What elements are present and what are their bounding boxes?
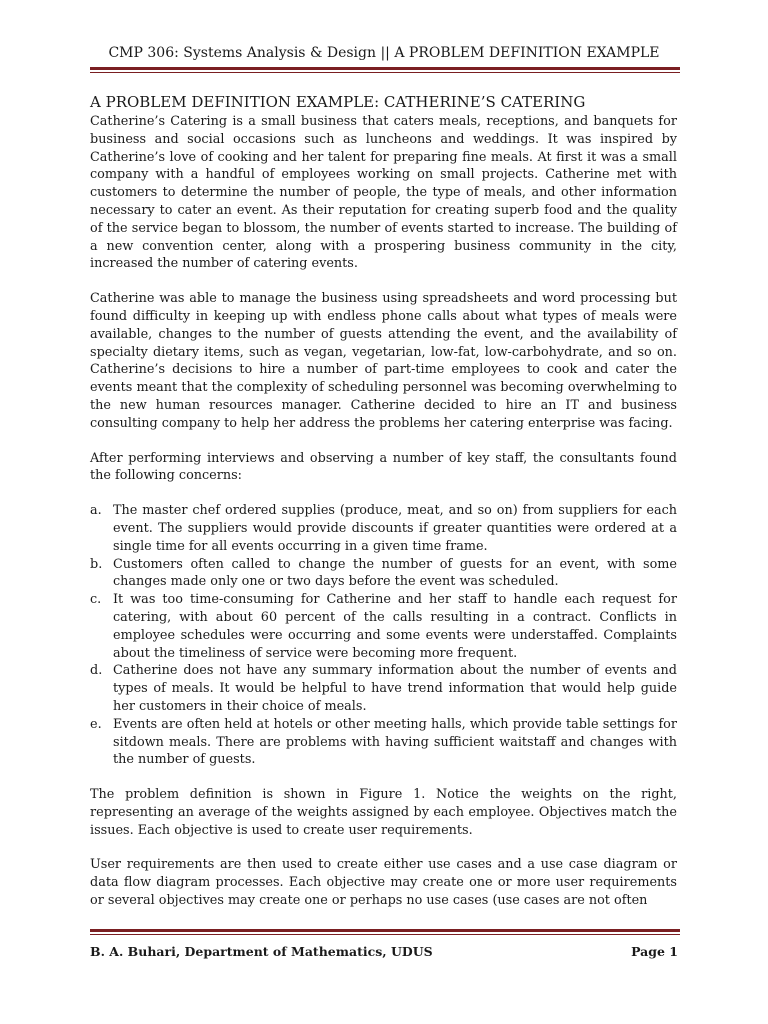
concern-text: It was too time-consuming for Catherine and her staff to handle each request for catering, with about 60 percent of the calls resulting in a contract. Conflicts in employee schedules were occurring and some events were understaffed. Complaints about the timeliness of service were becoming more frequent. (113, 592, 677, 661)
concern-item-e (90, 716, 677, 769)
concern-item-b (90, 556, 677, 592)
concern-item-a (90, 502, 677, 555)
paragraph-user-requirements: User requirements are then used to create either use cases and a use case diagram or data flow diagram processes. Each objective may create one or more user requirements or several objectives may create one or perhaps no use cases (use cases are not often (90, 857, 677, 909)
paragraph-problems: Catherine was able to manage the business using spreadsheets and word processing but found difficulty in keeping up with endless phone calls about what types of meals were available, changes to the number of guests attending the event, and the availability of specialty dietary items, such as vegan, vegetarian, low-fat, low-carbohydrate, and so on. Catherine’s decisions to hire a number of part-time employees to cook and cater the events meant that the complexity of scheduling personnel was becoming overwhelming to the new human resources manager. Catherine decided to hire an IT and business consulting company to help her address the problems her catering enterprise was facing. (90, 291, 677, 431)
header-rule-thick (90, 67, 680, 70)
concern-marker: a. (90, 503, 102, 519)
paragraph-findings: After performing interviews and observing a number of key staff, the consultants found the following concerns: (90, 450, 677, 484)
footer-page-number: Page 1 (631, 944, 678, 959)
concern-marker: b. (90, 556, 103, 572)
concern-marker: c. (90, 592, 102, 608)
concern-text: The master chef ordered supplies (produce, meat, and so on) from suppliers for each event. The suppliers would provide discounts if greater quantities were ordered at a single time for all events occurring in a given time frame. (113, 503, 677, 554)
concern-text: Customers often called to change the number of guests for an event, with some changes made only one or two days before the event was scheduled. (113, 556, 677, 590)
header-rule-thin (90, 72, 680, 73)
footer-rule-thick (90, 929, 680, 932)
concern-text: Catherine does not have any summary information about the number of events and types of meals. It would be helpful to have trend information that would help guide her customers in their choice of meals. (113, 663, 677, 714)
footer-rule-thin (90, 934, 680, 935)
footer-author: B. A. Buhari, Department of Mathematics, UDUS (90, 944, 433, 959)
paragraph-problem-definition: The problem definition is shown in Figure 1. Notice the weights on the right, representing an average of the weights assigned by each employee. Objectives match the issues. Each objective is used to create user requirements. (90, 787, 677, 838)
document-heading: A PROBLEM DEFINITION EXAMPLE: CATHERINE’S CATERING (90, 93, 586, 111)
concern-text: Events are often held at hotels or other meeting halls, which provide table settings for sitdown meals. There are problems with having sufficient waitstaff and changes with the number of guests. (113, 716, 677, 768)
running-header: CMP 306: Systems Analysis & Design || A PROBLEM DEFINITION EXAMPLE (108, 45, 660, 61)
concern-marker: e. (90, 716, 102, 732)
concerns-list (90, 502, 677, 769)
concern-item-c (90, 591, 677, 662)
document-body (90, 92, 677, 927)
concern-item-d (90, 662, 677, 715)
paragraph-intro: Catherine’s Catering is a small business that caters meals, receptions, and banquets for business and social occasions such as luncheons and weddings. It was inspired by Catherine’s love of cooking and her talent for preparing fine meals. At first it was a small company with a handful of employees working on small projects. Catherine met with customers to determine the number of people, the type of meals, and other information necessary to cater an event. As their reputation for creating superb food and the quality of the service began to blossom, the number of events started to increase. The building of a new convention center, along with a prospering business community in the city, increased the number of catering events. (90, 114, 677, 272)
concern-marker: d. (90, 663, 103, 679)
